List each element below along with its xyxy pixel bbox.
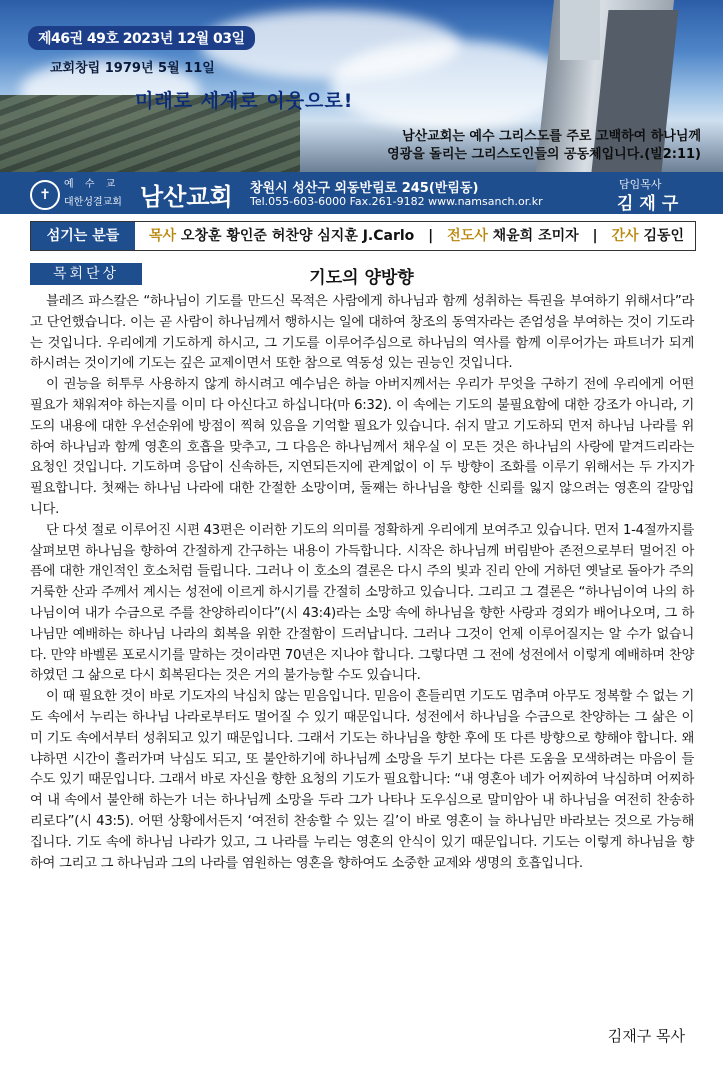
pastor-label: 담임목사: [619, 178, 662, 191]
article-paragraph: 블레즈 파스칼은 “하나님이 기도를 만드신 목적은 사람에게 하나님과 함께 성취하는 특권을 부여하기 위해서다”라고 단언했습니다. 이는 곧 사람이 하나님께서 행하시는 일에 대하여 창조의 동역자라는 존엄성을 부여하는 것이 기도라는 것입니다. 우리에게 기도하게 하시고, 그 기도를 이루어주심으로 하나님의 역사를 함께 이루어가는 파트너가 되게 하시려는 것이기에 기도는 깊은 교제이면서 또한 참으로 역동성 있는 권능인 것입니다.: [30, 294, 694, 372]
church-contact[interactable]: Tel.055-603-6000 Fax.261-9182 www.namsanch.or.kr: [250, 195, 543, 208]
church-name: 남산교회: [140, 183, 233, 211]
vision-line-2: 영광을 돌리는 그리스도인들의 공동체입니다.(빌2:11): [387, 147, 701, 162]
church-address: 창원시 성산구 외동반림로 245(반림동): [250, 181, 479, 196]
vision-line-1: 남산교회는 예수 그리스도를 주로 고백하여 하나님께: [402, 129, 701, 144]
article-body: [30, 292, 694, 874]
cross-icon: [560, 0, 600, 60]
church-motto: 미래로 세계로 이웃으로!: [135, 90, 354, 112]
issue-badge: 제46권 49호 2023년 12월 03일: [28, 26, 255, 50]
evangelists-title: 전도사: [447, 228, 488, 244]
staff-list: [149, 222, 684, 250]
secretary-name: 김동인: [643, 228, 685, 244]
vision-statement: [387, 128, 701, 164]
staff-label: 섬기는 분들: [31, 222, 135, 250]
staff-box: [30, 221, 696, 251]
denomination-line-1: 예 수 교: [64, 179, 120, 190]
pastors-names: 오창훈 황인준 허찬양 심지훈 J.Carlo: [180, 228, 415, 244]
section-tag: 목회단상: [30, 263, 142, 285]
article-paragraph: 이 때 필요한 것이 바로 기도자의 낙심치 않는 믿음입니다. 믿음이 흔들리면 기도도 멈추며 아무도 정복할 수 없는 기도 속에서 누리는 하나님 나라로부터도 멀어질 수 있기 때문입니다. 성전에서 하나님을 수금으로 찬양하는 그 삶은 이미 기도 속에서부터 성취되고 있기 때문입니다. 그래서 기도는 하나님을 향한 후에 또 다른 방향으로 향해야 합니다. 왜냐하면 시간이 흘러가며 낙심도 되고, 또 불안하기에 하나님께 소망을 두기 보다는 다른 도움을 모색하려는 마음이 들 수도 있기 때문입니다. 그래서 바로 자신을 향한 요청의 기도가 필요합니다: “내 영혼아 네가 어찌하여 낙심하며 어찌하여 내 속에서 불안해 하는가 너는 하나님께 소망을 두라 그가 나타나 도우심으로 말미암아 내 하나님을 여전히 찬송하리로다”(시 43:5). 어떤 상황에서든지 ‘여전히 찬송할 수 있는 길’이 바로 영혼이 늘 하나님만 바라보는 것으로 가능해집니다. 기도 속에 하나님 나라가 있고, 그 나라를 누리는 영혼의 안식이 있기 때문입니다. 기도는 이렇게 하나님을 향하여 그리고 그 하나님과 그의 나라를 염원하는 영혼을 향하여도 소중한 교제와 생명의 호흡입니다.: [30, 689, 694, 871]
church-info-bar: [0, 172, 723, 214]
founding-date: 교회창립 1979년 5월 11일: [50, 61, 215, 76]
secretary-title: 간사: [611, 228, 639, 244]
denomination-line-2: 대한성결교회: [64, 197, 122, 208]
church-logo-icon: ✝: [30, 180, 60, 210]
pastors-title: 목사: [149, 228, 177, 244]
evangelists-names: 채윤희 조미자: [492, 228, 579, 244]
author-signature: 김재구 목사: [607, 1027, 685, 1045]
article-paragraph: 단 다섯 절로 이루어진 시편 43편은 이러한 기도의 의미를 정확하게 우리에게 보여주고 있습니다. 먼저 1-4절까지를 살펴보면 하나님을 향하여 간절하게 간구하는 내용이 가득합니다. 시작은 하나님께 버림받아 존전으로부터 멀어진 아픔에 대한 개인적인 호소처럼 들립니다. 그러나 이 호소의 결론은 다시 주의 빛과 진리 안에 거하던 옛날로 돌아가 주의 거룩한 산과 주께서 계시는 성전에 이르게 하시기를 간절히 소망하고 있습니다. 그리고 그 결론은 “하나님이여 나의 하나님이여 내가 수금으로 주를 찬양하리이다”(시 43:4)라는 소망 속에 하나님을 향한 사랑과 경외가 배어나오며, 그 하나님만 예배하는 하나님 나라의 회복을 위한 간절함이 드러납니다. 그러나 그것이 언제 이루어질지는 알 수가 없습니다. 만약 바벨론 포로시기를 말하는 것이라면 70년은 지나야 합니다. 그렇다면 그 전에 성전에서 이렇게 예배하며 찬양하였던 그 삶으로 다시 회복된다는 것은 거의 불가능할 수도 있습니다.: [30, 522, 694, 684]
cloud-decoration: [330, 40, 570, 130]
header-banner: [0, 0, 723, 172]
article-paragraph: 이 권능을 허투루 사용하지 않게 하시려고 예수님은 하늘 아버지께서는 우리가 무엇을 구하기 전에 우리에게 어떤 필요가 채워져야 하는지를 이미 다 아신다고 하십니다(마 6:32). 이 속에는 기도의 불필요함에 대한 강조가 아니라, 기도의 내용에 대한 우선순위에 방점이 찍혀 있음을 기억할 필요가 있습니다. 쉬지 말고 기도하되 먼저 하나님 나라를 위하여 하나님과 함께 영혼의 호흡을 맞추고, 그 다음은 하나님께서 채우실 이 모든 것은 하나님의 사랑에 맡겨드리라는 요청인 것입니다. 기도하며 응답이 신속하든, 지연되든지에 관계없이 이 두 방향이 조화를 이루기 위해서는 두 가지가 필요합니다. 첫째는 하나님 나라에 대한 간절한 소망이며, 둘째는 하나님을 향한 신뢰를 잃지 않으려는 영혼의 갈망입니다.: [30, 377, 694, 517]
pastor-name: 김재구: [617, 194, 685, 214]
article-title: 기도의 양방향: [309, 268, 414, 288]
divider: |: [428, 228, 434, 244]
divider: |: [592, 228, 598, 244]
